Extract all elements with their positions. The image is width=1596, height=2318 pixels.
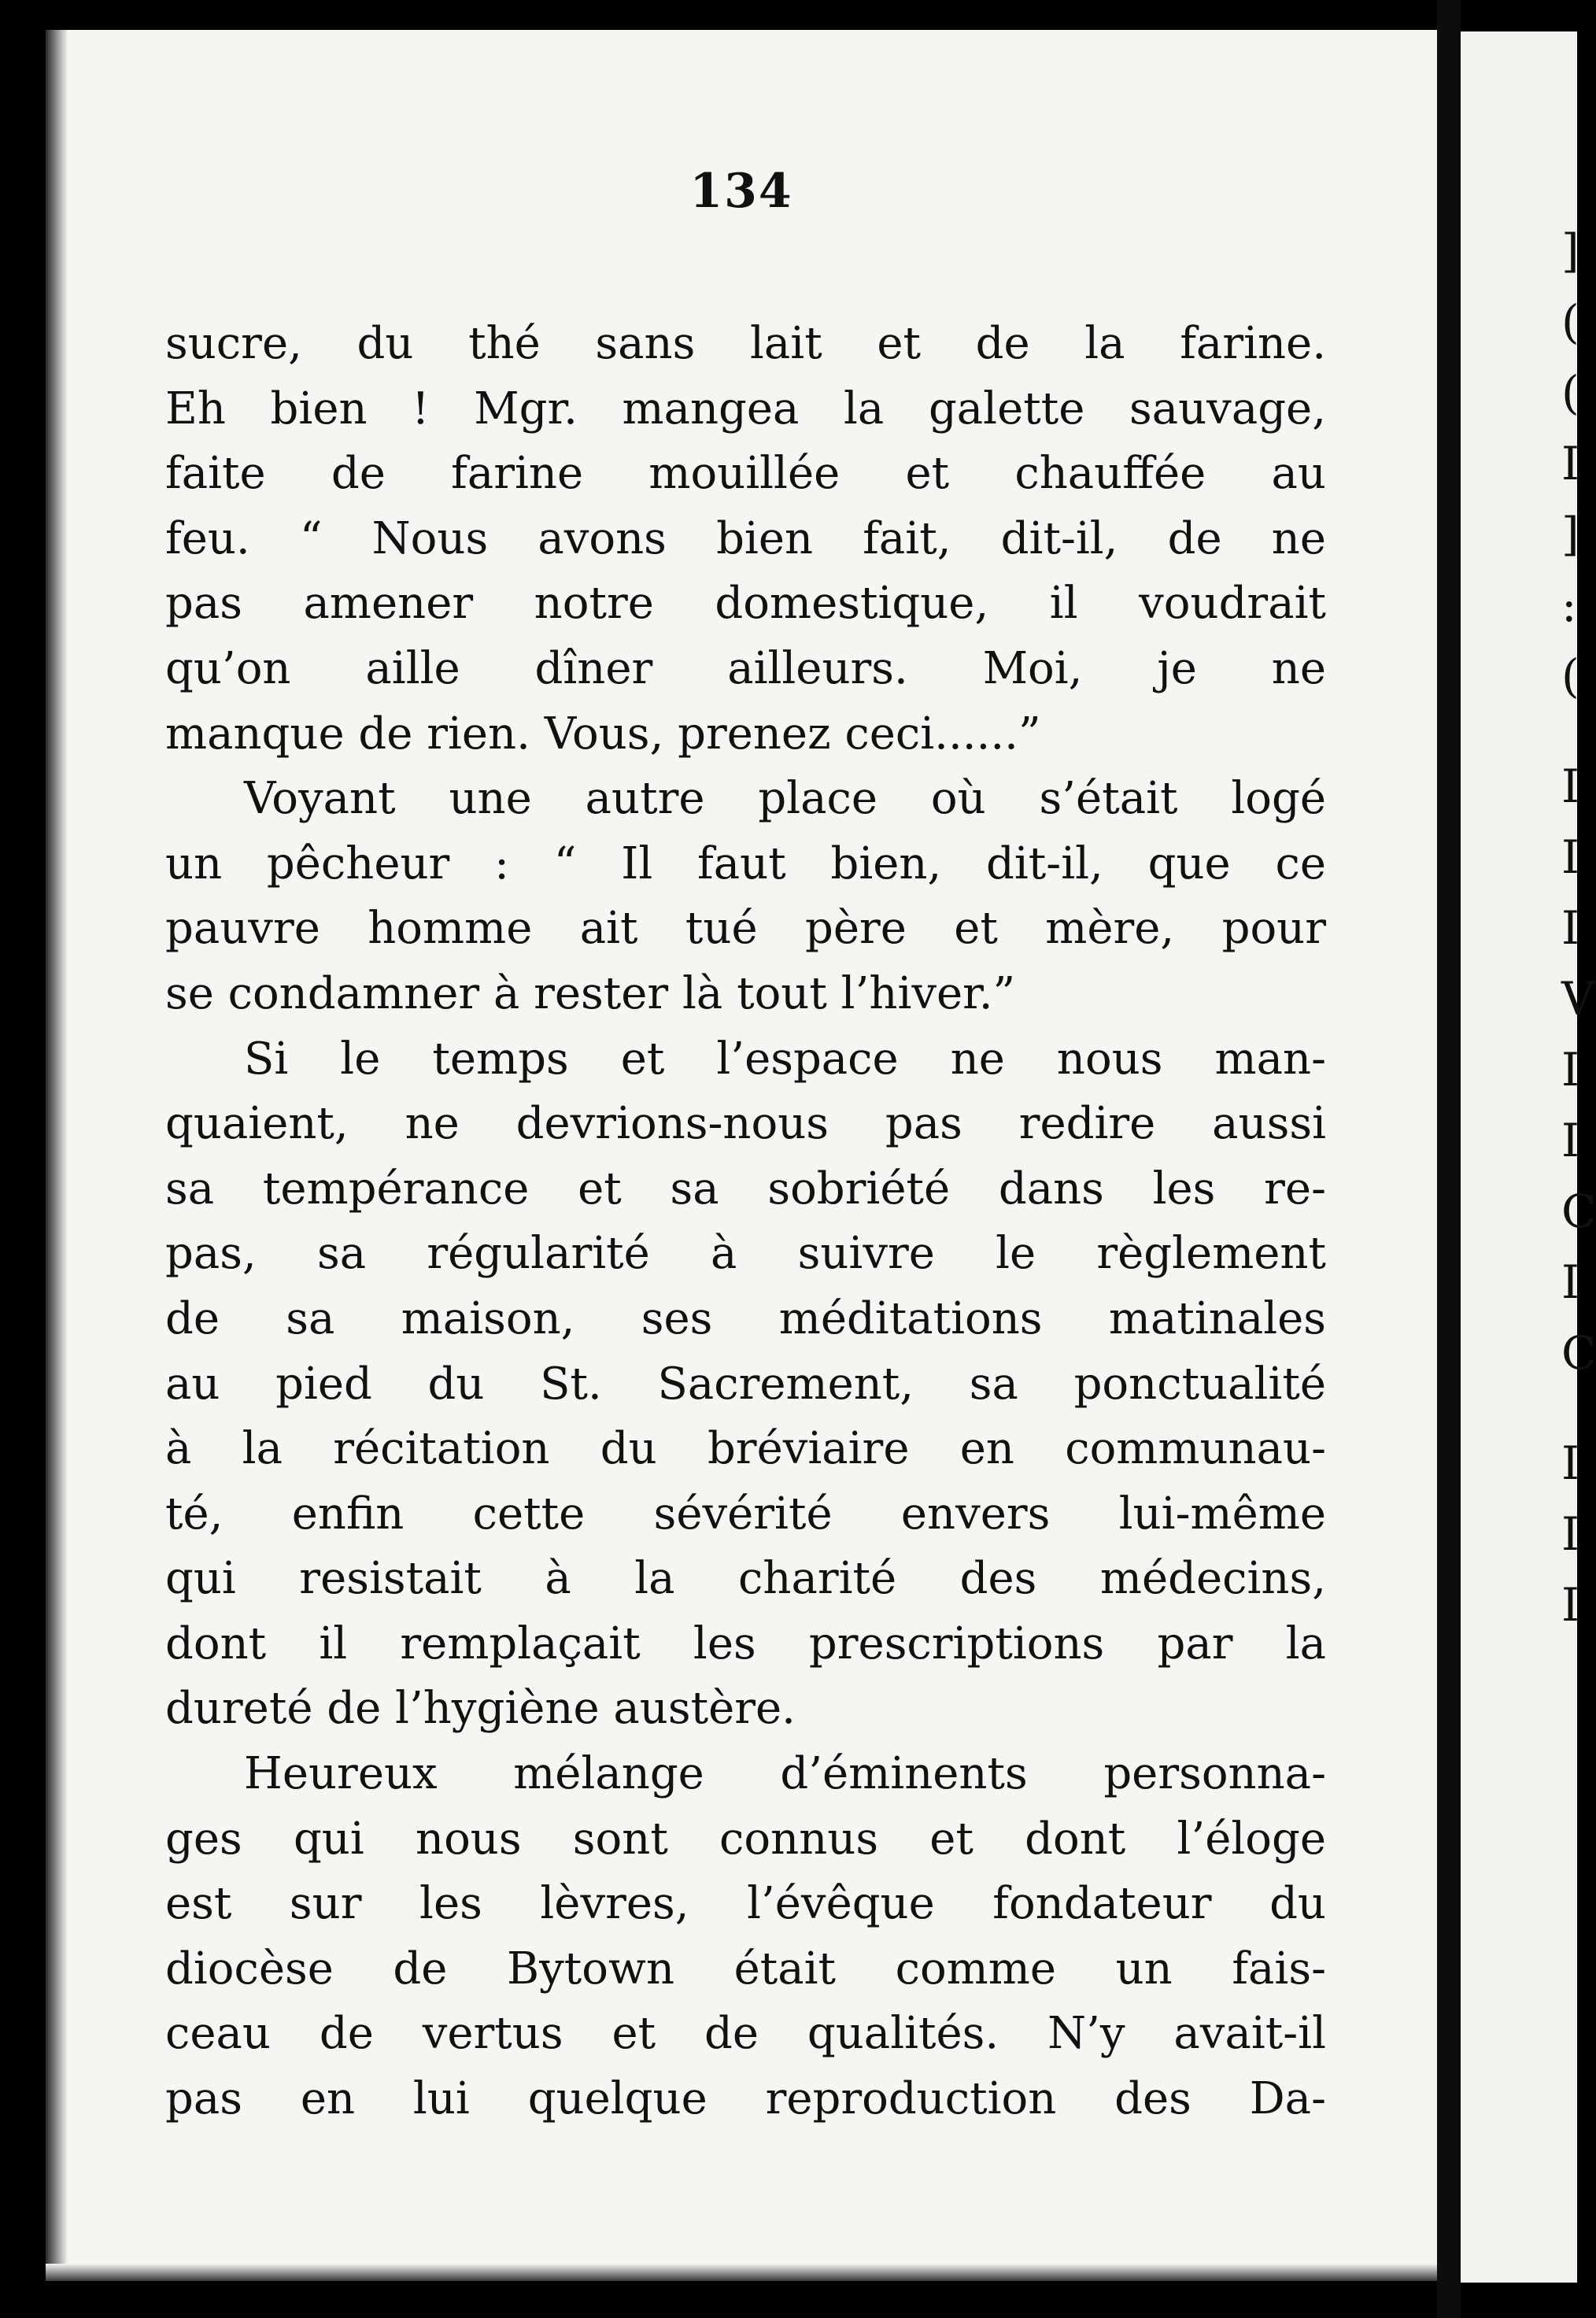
edge-letter: C (1561, 1185, 1596, 1238)
text-line: diocèse de Bytown était comme un fais- (165, 1943, 1326, 1995)
edge-letter: I (1561, 830, 1579, 884)
text-line: té, enfin cette sévérité envers lui-même (165, 1488, 1326, 1540)
text-line: Voyant une autre place où s’était logé (244, 773, 1326, 825)
edge-letter: I (1561, 1578, 1579, 1632)
text-line: sa tempérance et sa sobriété dans les re- (165, 1163, 1326, 1214)
adjacent-page-edge (1461, 31, 1596, 2283)
text-line: sucre, du thé sans lait et de la farine. (165, 318, 1326, 369)
text-line: feu. “ Nous avons bien fait, dit-il, de ne (165, 512, 1326, 564)
edge-letter: ( (1561, 295, 1579, 349)
text-line: dureté de l’hygiène austère. (165, 1683, 796, 1735)
text-line: dont il remplaçait les prescriptions par la (165, 1617, 1326, 1669)
edge-letter: I (1561, 1114, 1579, 1167)
edge-letter: I (1561, 1255, 1579, 1309)
text-line: quaient, ne devrions-nous pas redire aussi (165, 1098, 1326, 1150)
edge-letter: I (1561, 437, 1579, 490)
edge-letter: : (1561, 579, 1577, 632)
edge-letter: I (1561, 1507, 1579, 1561)
edge-letter: ( (1561, 649, 1579, 703)
text-line: qu’on aille dîner ailleurs. Moi, je ne (165, 642, 1326, 694)
text-line: se condamner à rester là tout l’hiver.” (165, 967, 1016, 1019)
text-line: pas amener notre domestique, il voudrait (165, 578, 1326, 630)
edge-letter: C (1561, 1326, 1596, 1380)
text-line: qui resistait à la charité des médecins, (165, 1553, 1326, 1605)
edge-letter: I (1561, 1436, 1579, 1490)
text-line: de sa maison, ses méditations matinales (165, 1292, 1326, 1344)
book-gutter (1437, 0, 1461, 2318)
edge-letter: I (1561, 901, 1579, 955)
text-line: est sur les lèvres, l’évêque fondateur du (165, 1878, 1326, 1930)
text-line: ceau de vertus et de qualités. N’y avait-il (165, 2008, 1326, 2060)
text-line: pas en lui quelque reproduction des Da- (165, 2073, 1326, 2125)
page-left-shadow (46, 30, 68, 2281)
book-page (46, 30, 1437, 2281)
text-line: manque de rien. Vous, prenez ceci......” (165, 708, 1041, 760)
text-line: à la récitation du bréviaire en communau- (165, 1423, 1326, 1475)
text-line: Heureux mélange d’éminents personna- (244, 1748, 1326, 1800)
text-line: au pied du St. Sacrement, sa ponctualité (165, 1358, 1326, 1410)
text-line: Si le temps et l’espace ne nous man- (244, 1033, 1326, 1085)
page-number: 134 (689, 164, 793, 219)
edge-letter: ] (1561, 508, 1579, 561)
page-bottom-shadow (46, 2264, 1437, 2281)
text-line: pauvre homme ait tué père et mère, pour (165, 903, 1326, 955)
text-line: ges qui nous sont connus et dont l’éloge (165, 1813, 1326, 1865)
text-line: pas, sa régularité à suivre le règlement (165, 1228, 1326, 1280)
body-text (165, 312, 1326, 2132)
edge-letter: ( (1561, 366, 1579, 420)
edge-letter: I (1561, 760, 1579, 813)
edge-letter: ] (1561, 224, 1579, 278)
edge-letter: I (1561, 1043, 1579, 1096)
text-line: un pêcheur : “ Il faut bien, dit-il, que ce (165, 837, 1326, 889)
text-line: faite de farine mouillée et chauffée au (165, 448, 1326, 500)
edge-letter: V (1561, 972, 1594, 1026)
text-line: Eh bien ! Mgr. mangea la galette sauvage, (165, 383, 1326, 434)
